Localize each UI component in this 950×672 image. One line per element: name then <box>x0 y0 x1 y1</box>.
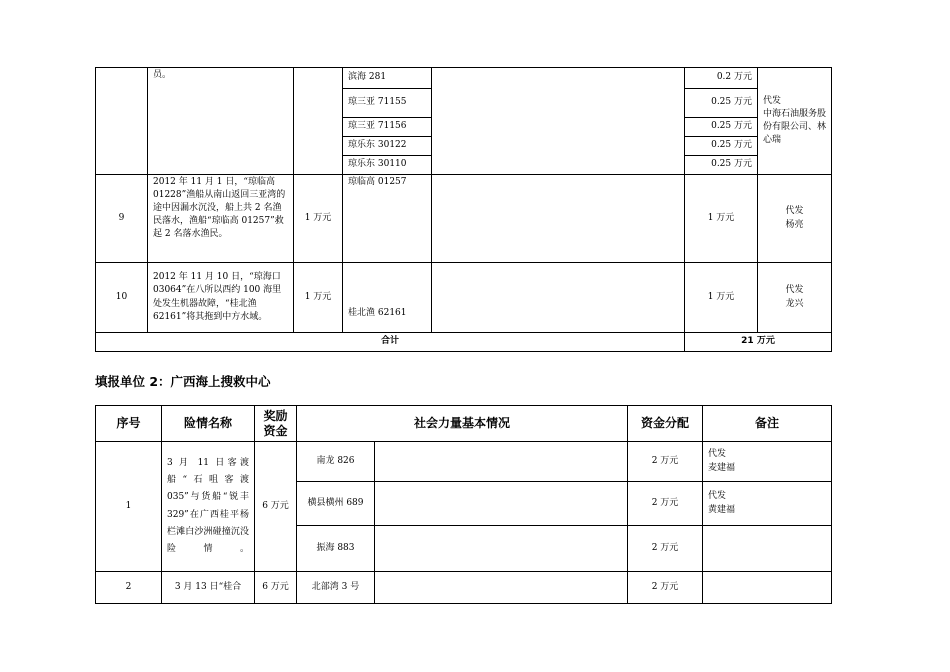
cell-vessel: 琼临高 01257 <box>343 175 432 263</box>
header-no: 序号 <box>96 406 162 442</box>
cell-amount: 0.25 万元 <box>685 137 758 156</box>
cell-amount: 0.25 万元 <box>685 89 758 118</box>
cell-no <box>96 68 148 175</box>
cell-no: 1 <box>96 442 162 572</box>
cell-amount: 1 万元 <box>685 263 758 333</box>
cell-desc: 2012 年 11 月 10 日，“琼海口 03064”在八所以西约 100 海里处发生机器故障，“桂北渔 62161”将其拖到中方水域。 <box>148 263 294 333</box>
cell-note <box>703 526 832 572</box>
header-note: 备注 <box>703 406 832 442</box>
cell-no: 9 <box>96 175 148 263</box>
cell-vessel: 振海 883 <box>297 526 375 572</box>
header-social: 社会力量基本情况 <box>297 406 628 442</box>
header-fund: 奖励 资金 <box>255 406 297 442</box>
cell-desc: 员。 <box>148 68 294 175</box>
rescue-table-2 <box>95 405 832 604</box>
cell-social <box>432 263 685 333</box>
cell-amount: 0.2 万元 <box>685 68 758 89</box>
cell-social <box>375 482 628 526</box>
cell-fund <box>294 68 343 175</box>
cell-vessel: 北部湾 3 号 <box>297 572 375 604</box>
cell-fund: 6 万元 <box>255 442 297 572</box>
cell-desc: 3 月 13 日“桂合 <box>162 572 255 604</box>
cell-note: 代发 龙兴 <box>758 263 832 333</box>
cell-social <box>375 572 628 604</box>
total-value: 21 万元 <box>685 333 832 352</box>
cell-note: 代发 麦建福 <box>703 442 832 482</box>
cell-amount: 2 万元 <box>628 482 703 526</box>
cell-amount: 0.25 万元 <box>685 156 758 175</box>
cell-social <box>432 175 685 263</box>
cell-amount: 2 万元 <box>628 526 703 572</box>
cell-desc: 3 月 11 日客渡船“石咀客渡 035”与货船“锐丰 329”在广西桂平杨栏滩白沙洲碰撞沉没险情。 <box>162 442 255 572</box>
cell-note: 代发 黄建福 <box>703 482 832 526</box>
cell-vessel: 琼乐东 30122 <box>343 137 432 156</box>
cell-vessel: 琼三亚 71155 <box>343 89 432 118</box>
cell-fund: 1 万元 <box>294 263 343 333</box>
reporting-unit-heading: 填报单位 2：广西海上搜救中心 <box>95 374 271 389</box>
cell-vessel: 琼三亚 71156 <box>343 118 432 137</box>
cell-fund: 1 万元 <box>294 175 343 263</box>
cell-amount: 2 万元 <box>628 442 703 482</box>
cell-amount: 1 万元 <box>685 175 758 263</box>
cell-fund: 6 万元 <box>255 572 297 604</box>
cell-social <box>375 526 628 572</box>
total-label: 合计 <box>96 333 685 352</box>
cell-note <box>703 572 832 604</box>
cell-vessel: 南龙 826 <box>297 442 375 482</box>
cell-amount: 0.25 万元 <box>685 118 758 137</box>
cell-vessel: 琼乐东 30110 <box>343 156 432 175</box>
cell-desc: 2012 年 11 月 1 日，“琼临高 01228”渔船从南山返回三亚湾的途中因漏水沉没，船上共 2 名渔民落水，渔船“琼临高 01257”救起 2 名落水渔民。 <box>148 175 294 263</box>
cell-vessel: 横县横州 689 <box>297 482 375 526</box>
cell-social <box>432 68 685 175</box>
header-alloc: 资金分配 <box>628 406 703 442</box>
header-name: 险情名称 <box>162 406 255 442</box>
cell-vessel: 滨海 281 <box>343 68 432 89</box>
cell-vessel: 桂北渔 62161 <box>343 263 432 333</box>
cell-no: 2 <box>96 572 162 604</box>
cell-social <box>375 442 628 482</box>
cell-amount: 2 万元 <box>628 572 703 604</box>
cell-note: 代发 杨亮 <box>758 175 832 263</box>
rescue-table-1 <box>95 67 832 352</box>
cell-note: 代发 中海石油服务股份有限公司、林心瑞 <box>758 68 832 175</box>
cell-no: 10 <box>96 263 148 333</box>
